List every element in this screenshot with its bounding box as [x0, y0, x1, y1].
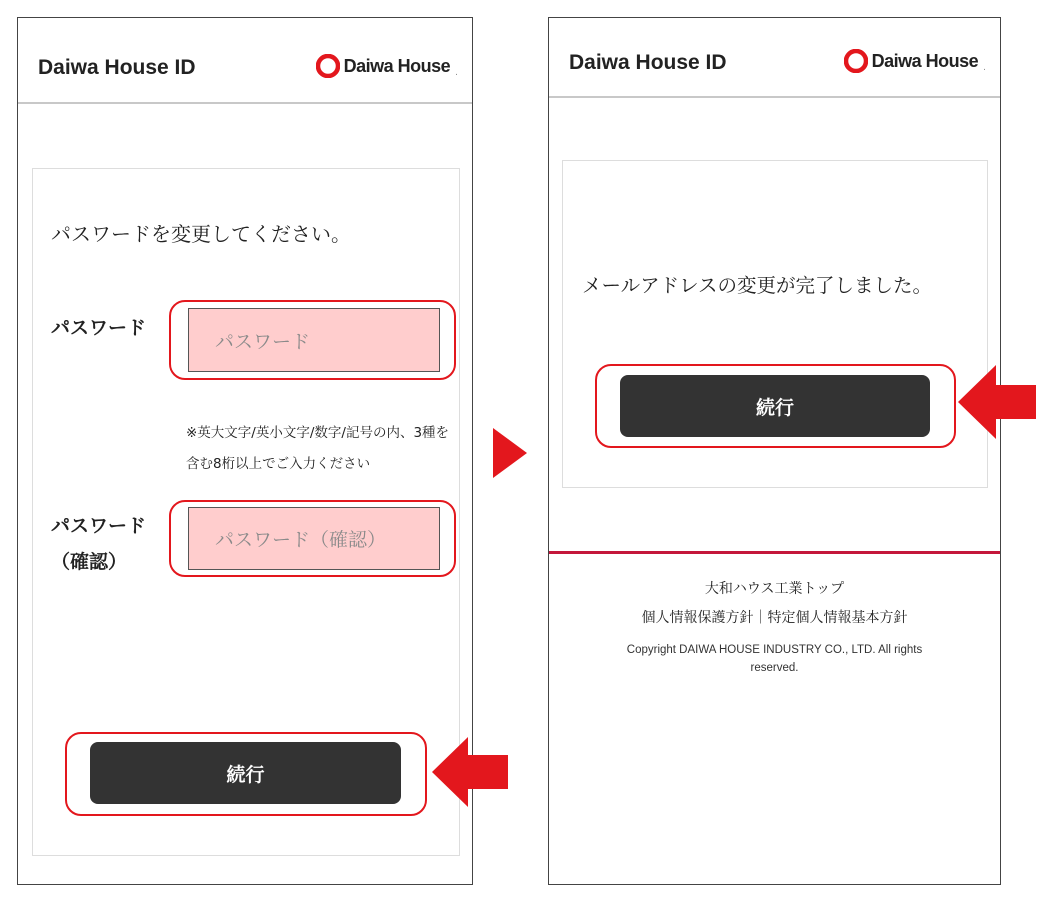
brand-logo	[844, 49, 986, 73]
copyright: Copyright DAIWA HOUSE INDUSTRY CO., LTD. All rights reserved.	[626, 644, 923, 674]
logo-text: Daiwa House	[871, 50, 979, 71]
app-header	[18, 18, 472, 104]
app-title: Daiwa House ID	[569, 51, 727, 74]
continue-button[interactable]: 続行	[90, 742, 401, 804]
password-confirm-label	[51, 508, 146, 580]
password-change-screen	[17, 17, 473, 885]
password-confirm-input[interactable]: パスワード（確認）	[188, 507, 440, 570]
logo-dot: .	[983, 63, 986, 73]
arrow-left-icon	[432, 737, 510, 807]
arrow-left-icon	[958, 365, 1036, 439]
app-header	[549, 18, 1000, 98]
logo-dot: .	[455, 68, 458, 78]
privacy-policy-links[interactable]: 個人情報保護方針｜特定個人情報基本方針	[641, 610, 908, 626]
brand-logo	[316, 54, 458, 78]
completion-message: メールアドレスの変更が完了しました。	[582, 274, 933, 297]
password-confirm-label-line2: （確認）	[51, 551, 128, 573]
password-label: パスワード	[51, 317, 147, 339]
daiwa-logo-icon	[844, 49, 868, 73]
daiwa-logo-icon	[316, 54, 340, 78]
triangle-right-icon	[490, 425, 530, 481]
daiwa-top-link[interactable]: 大和ハウス工業トップ	[704, 581, 845, 597]
password-hint: ※英大文字/英小文字/数字/記号の内、3種を含む8桁以上でご入力ください	[186, 425, 450, 472]
logo-text: Daiwa House	[343, 55, 451, 76]
instruction-text: パスワードを変更してください。	[51, 222, 351, 246]
app-title: Daiwa House ID	[38, 56, 196, 79]
footer-divider	[549, 551, 1000, 554]
email-change-complete-screen	[548, 17, 1001, 885]
password-confirm-label-line1: パスワード	[51, 515, 147, 537]
continue-button[interactable]: 続行	[620, 375, 930, 437]
password-input[interactable]: パスワード	[188, 308, 440, 372]
